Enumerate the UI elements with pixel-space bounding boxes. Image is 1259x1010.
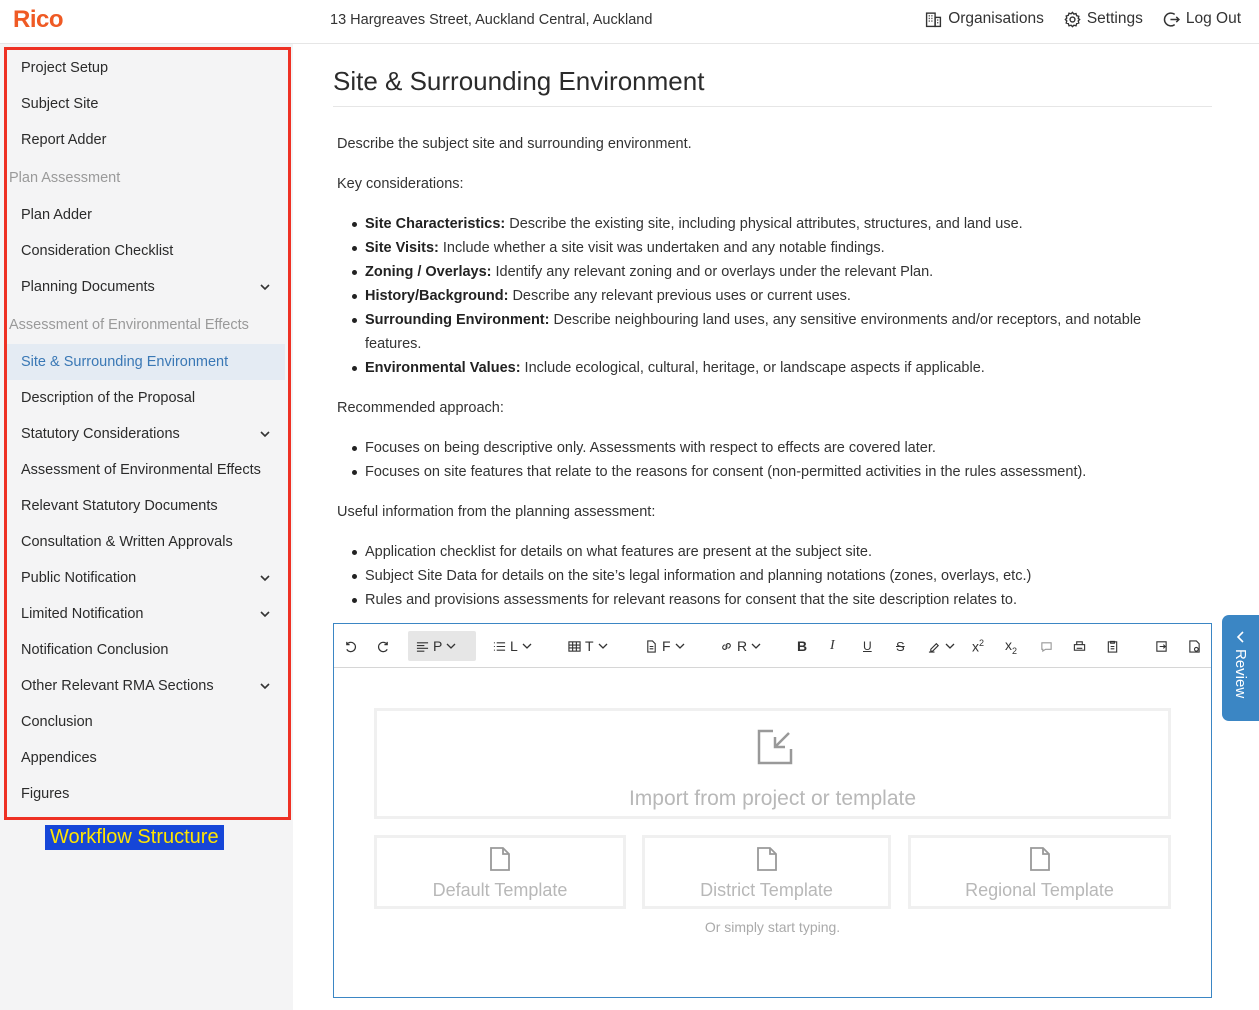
organisations-label: Organisations — [948, 10, 1044, 27]
sidebar-item-label: Relevant Statutory Documents — [21, 498, 218, 514]
sidebar-item-label: Plan Assessment — [9, 169, 121, 186]
sidebar-item-label: Description of the Proposal — [21, 390, 196, 406]
sidebar-item-site-surrounding-environment[interactable] — [7, 344, 285, 380]
sidebar-item-label: Conclusion — [21, 714, 93, 730]
chevron-down-icon — [522, 642, 532, 650]
default-template-label: Default Template — [432, 880, 568, 900]
highlight-dropdown[interactable] — [924, 631, 959, 661]
file-dropdown[interactable] — [641, 631, 689, 661]
consideration-description: Describe the existing site, including physical attributes, structures, and land use. — [505, 216, 1023, 232]
sidebar-item-project-setup[interactable] — [7, 50, 285, 86]
sidebar-item-label: Plan Adder — [21, 207, 92, 223]
superscript-icon: $x^2$ — [972, 637, 985, 655]
logout-link[interactable] — [1163, 10, 1241, 28]
file-icon — [645, 640, 658, 653]
sidebar-item-label: Consultation & Written Approvals — [21, 534, 233, 550]
settings-label: Settings — [1086, 10, 1143, 27]
reference-label: R — [737, 638, 748, 654]
sidebar-item-conclusion[interactable] — [7, 704, 285, 740]
list-item — [337, 212, 1197, 236]
sidebar-item-label: Statutory Considerations — [21, 426, 180, 442]
clipboard-button[interactable] — [1102, 631, 1123, 661]
link-icon — [720, 640, 733, 653]
editor-toolbar — [334, 624, 1211, 668]
chevron-down-icon[interactable] — [259, 609, 271, 619]
list-item — [337, 284, 1197, 308]
strikethrough-button[interactable] — [892, 631, 909, 661]
top-bar — [0, 0, 1259, 44]
bold-button[interactable] — [793, 631, 811, 661]
consideration-description: Describe any relevant previous uses or current uses. — [508, 288, 851, 304]
start-typing-hint: Or simply start typing. — [704, 919, 841, 935]
useful-info-list — [337, 540, 1197, 612]
bold-icon: B — [797, 638, 808, 654]
printer-icon — [1073, 640, 1086, 653]
table-dropdown[interactable] — [564, 631, 612, 661]
logout-label: Log Out — [1185, 10, 1241, 27]
chevron-down-icon — [751, 642, 761, 650]
document-settings-icon — [1188, 640, 1201, 653]
nav-section-heading — [7, 158, 285, 197]
recommended-approach-list — [337, 436, 1197, 484]
list-item: Focuses on being descriptive only. Assessments with respect to effects are covered later. — [337, 436, 1197, 460]
list-item — [337, 236, 1197, 260]
list-dropdown[interactable] — [489, 631, 536, 661]
organisations-link[interactable] — [925, 10, 1044, 28]
regional-template-button[interactable] — [908, 835, 1171, 909]
document-settings-button[interactable] — [1184, 631, 1205, 661]
list-item: Subject Site Data for details on the site’s legal information and planning notations (zones, overlays, etc.) — [337, 564, 1197, 588]
sidebar-item-assessment-of-environmental-effects[interactable] — [7, 452, 285, 488]
sidebar-item-label: Appendices — [21, 750, 97, 766]
sidebar-item-relevant-statutory-documents[interactable] — [7, 488, 285, 524]
export-button[interactable] — [1151, 631, 1172, 661]
clipboard-icon — [1106, 640, 1119, 653]
sidebar-item-other-relevant-rma-sections[interactable] — [7, 668, 285, 704]
sidebar-item-label: Limited Notification — [21, 606, 144, 622]
file-icon — [756, 846, 778, 872]
list-label: L — [510, 638, 518, 654]
list-item — [337, 356, 1197, 380]
app-logo[interactable]: Rico — [13, 6, 64, 33]
building-icon — [925, 11, 942, 28]
italic-icon: I — [830, 638, 835, 653]
superscript-button[interactable] — [968, 631, 988, 661]
key-considerations-list — [337, 212, 1197, 380]
table-icon — [568, 640, 581, 653]
recommended-approach-heading: Recommended approach: — [337, 400, 504, 416]
subscript-button[interactable] — [1001, 631, 1021, 661]
paragraph-format-label: P — [433, 638, 443, 654]
sidebar-item-report-adder[interactable] — [7, 122, 285, 158]
list-item: Application checklist for details on what features are present at the subject site. — [337, 540, 1197, 564]
reference-dropdown[interactable] — [716, 631, 765, 661]
file-label: F — [662, 638, 671, 654]
list-item: Focuses on site features that relate to the reasons for consent (non-permitted activities in the rules assessment). — [337, 460, 1197, 484]
sidebar-item-consideration-checklist[interactable] — [7, 233, 285, 269]
sidebar-item-label: Report Adder — [21, 132, 107, 148]
nav-section-heading — [7, 305, 285, 344]
sidebar-item-description-of-the-proposal[interactable] — [7, 380, 285, 416]
insert-block-button[interactable] — [1069, 631, 1090, 661]
workflow-nav — [7, 50, 285, 812]
settings-link[interactable] — [1064, 10, 1143, 28]
sidebar-item-notification-conclusion[interactable] — [7, 632, 285, 668]
list-item: Rules and provisions assessments for relevant reasons for consent that the site description relates to. — [337, 588, 1197, 612]
align-left-icon — [416, 640, 429, 653]
sidebar-item-limited-notification[interactable] — [7, 596, 285, 632]
top-nav — [925, 10, 1241, 28]
italic-button[interactable] — [826, 631, 839, 661]
sidebar-item-plan-adder[interactable] — [7, 197, 285, 233]
sidebar-item-label: Project Setup — [21, 60, 109, 76]
sidebar-item-label: Figures — [21, 786, 70, 802]
import-icon — [753, 725, 797, 769]
chevron-down-icon[interactable] — [259, 681, 271, 691]
sidebar-item-label: Notification Conclusion — [21, 642, 169, 658]
sidebar-item-statutory-considerations[interactable] — [7, 416, 285, 452]
file-icon — [1029, 846, 1051, 872]
consideration-term: Zoning / Overlays: — [365, 264, 492, 280]
redo-button[interactable] — [373, 631, 394, 661]
chevron-down-icon — [945, 642, 955, 650]
useful-info-heading: Useful information from the planning assessment: — [337, 504, 656, 520]
list-item — [337, 260, 1197, 284]
chevron-down-icon — [446, 642, 456, 650]
import-label: Import from project or template — [628, 787, 917, 810]
paragraph-format-dropdown[interactable] — [408, 631, 476, 661]
import-dropzone[interactable] — [374, 708, 1171, 819]
list-icon — [493, 640, 506, 653]
highlighter-icon — [928, 640, 941, 653]
chevron-down-icon[interactable] — [259, 429, 271, 439]
consideration-term: History/Background: — [365, 288, 509, 304]
district-template-label: District Template — [700, 880, 833, 900]
sidebar — [0, 44, 293, 1010]
chevron-down-icon[interactable] — [259, 282, 271, 292]
default-template-button[interactable] — [374, 835, 626, 909]
sidebar-item-label: Other Relevant RMA Sections — [21, 678, 214, 694]
consideration-description: Identify any relevant zoning and or overlays under the relevant Plan. — [491, 264, 934, 280]
table-label: T — [585, 638, 594, 654]
chevron-down-icon — [675, 642, 685, 650]
consideration-description: Include ecological, cultural, heritage, or landscape aspects if applicable. — [520, 360, 985, 376]
sidebar-item-planning-documents[interactable] — [7, 269, 285, 305]
district-template-button[interactable] — [642, 835, 891, 909]
sidebar-item-appendices[interactable] — [7, 740, 285, 776]
undo-icon — [344, 640, 357, 653]
sidebar-item-label: Public Notification — [21, 570, 137, 586]
consideration-term: Environmental Values: — [365, 360, 521, 376]
sidebar-item-figures[interactable] — [7, 776, 285, 812]
sidebar-item-subject-site[interactable] — [7, 86, 285, 122]
sidebar-item-label: Assessment of Environmental Effects — [9, 316, 249, 333]
chevron-down-icon[interactable] — [259, 573, 271, 583]
guidance-text — [337, 132, 1197, 628]
sidebar-item-label: Planning Documents — [21, 279, 155, 295]
title-divider — [333, 106, 1212, 107]
comment-button[interactable] — [1036, 631, 1057, 661]
consideration-description: Describe neighbouring land uses, any sensitive environments and/or receptors, and notable features. — [365, 312, 1142, 352]
underline-icon: U — [863, 639, 872, 653]
page-title: Site & Surrounding Environment — [333, 66, 705, 96]
undo-button[interactable] — [340, 631, 361, 661]
export-icon — [1155, 640, 1168, 653]
sidebar-item-consultation-written-approvals[interactable] — [7, 524, 285, 560]
underline-button[interactable] — [859, 631, 876, 661]
sidebar-item-label: Assessment of Environmental Effects — [21, 462, 261, 478]
review-tab[interactable] — [1222, 615, 1259, 721]
regional-template-label: Regional Template — [965, 880, 1114, 900]
gear-icon — [1064, 11, 1081, 28]
workflow-structure-annotation: Workflow Structure — [45, 825, 224, 850]
consideration-description: Include whether a site visit was undertaken and any notable findings. — [438, 240, 885, 256]
logout-icon — [1163, 11, 1180, 28]
consideration-term: Site Visits: — [365, 240, 439, 256]
sidebar-item-label: Subject Site — [21, 96, 99, 112]
chevron-down-icon — [598, 642, 608, 650]
consideration-term: Surrounding Environment: — [365, 312, 550, 328]
comment-icon — [1040, 640, 1053, 653]
key-considerations-heading: Key considerations: — [337, 176, 464, 192]
chevron-left-icon — [1235, 631, 1247, 643]
sidebar-item-label: Site & Surrounding Environment — [21, 354, 229, 370]
consideration-term: Site Characteristics: — [365, 216, 506, 232]
list-item — [337, 308, 1197, 356]
file-icon — [489, 846, 511, 872]
sidebar-item-public-notification[interactable] — [7, 560, 285, 596]
strikethrough-icon: S — [896, 638, 905, 654]
sidebar-item-label: Consideration Checklist — [21, 243, 174, 259]
intro-text: Describe the subject site and surrounding environment. — [337, 136, 692, 152]
subscript-icon: $x_2$ — [1005, 636, 1018, 656]
redo-icon — [377, 640, 390, 653]
review-tab-label: Review — [1232, 649, 1249, 699]
rich-text-editor[interactable] — [333, 623, 1212, 998]
project-address: 13 Hargreaves Street, Auckland Central, Auckland — [330, 12, 653, 28]
